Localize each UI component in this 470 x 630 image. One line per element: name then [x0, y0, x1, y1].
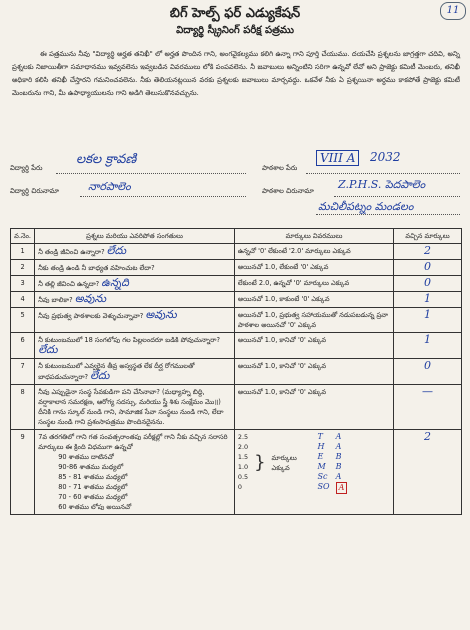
- score-value: 1.0: [237, 463, 249, 471]
- marks-value[interactable]: 2: [394, 430, 462, 515]
- question-text: నీ తండ్రి జీవించి ఉన్నారా?: [38, 248, 105, 256]
- marks-value[interactable]: 2: [394, 244, 462, 260]
- handwritten-answer[interactable]: లేదు: [106, 244, 127, 257]
- subject-letter: E: [317, 452, 324, 461]
- marks-value[interactable]: 0: [394, 260, 462, 276]
- row-number: 6: [11, 333, 35, 359]
- header-conditions: మార్కులు వివరములు: [234, 229, 393, 244]
- score-band-label: 85 - 81 శాతము మధ్యలో: [58, 473, 128, 481]
- marks-value[interactable]: 1: [394, 333, 462, 359]
- row-number: 8: [11, 385, 35, 430]
- score-value: 0.5: [237, 473, 249, 481]
- condition-text: అయినచో 1.0, కానిచో '0' ఎక్కువ: [234, 333, 393, 359]
- mandal-value[interactable]: మచిలీపట్నం మండలం: [318, 200, 414, 213]
- table-row: [11, 385, 462, 430]
- grade-letter: B: [335, 452, 342, 461]
- condition-text: మార్కులు ఎక్కువ: [271, 454, 297, 472]
- class-label: పాఠశాల పేరు: [262, 164, 298, 172]
- score-cell: [234, 430, 393, 515]
- student-name-value[interactable]: లకల క్రావణి: [76, 152, 137, 167]
- row-number: 7: [11, 359, 35, 385]
- grade-letter: B: [335, 462, 342, 471]
- table-row: [11, 276, 462, 292]
- condition-text: అయినచో 1.0, కాకుంటే '0' ఎక్కువ: [234, 292, 393, 308]
- subject-letters: [318, 432, 330, 494]
- question-text: నీకు తండ్రి ఉండి నీ బాధ్యత వహించుట లేదా?: [38, 264, 155, 272]
- score-band-list: [38, 452, 231, 512]
- school-address-line: [334, 196, 460, 197]
- question-text: 7వ తరగతిలో గాని గత సంవత్సరాంతపు పరీక్షల్లో గాని నీకు వచ్చిన సరాసరి మార్కులు ఈ క్రింది విధముగా ఉన్నచో: [38, 433, 228, 451]
- form-subtitle: విద్యార్థి స్క్రీనింగ్ పరీక్ష పత్రము: [176, 25, 294, 36]
- class-value[interactable]: VIII A: [316, 150, 359, 166]
- row-number: 2: [11, 260, 35, 276]
- score-value: 2.0: [237, 443, 249, 451]
- grade-letter: A: [335, 442, 342, 451]
- grade-letter: A: [336, 482, 348, 494]
- marks-value[interactable]: 0: [394, 276, 462, 292]
- name-line: [56, 173, 246, 174]
- question-cell: [35, 244, 235, 260]
- score-band-label: 70 - 60 శాతము మధ్యలో: [58, 493, 128, 501]
- subject-letter: T: [317, 432, 323, 441]
- question-text: నీ కుటుంబములో 18 సంగలోపు గల పిల్లలందరూ బడికి పోవుచున్నారా?: [38, 336, 220, 344]
- student-name-label: విద్యార్థి పేరు: [10, 164, 43, 172]
- question-text: నీవు ప్రభుత్వ పాఠశాలకు వెళ్ళుచున్నావా?: [38, 312, 144, 320]
- score-band-label: 90-86 శాతము మధ్యలో: [58, 463, 124, 471]
- subject-letter: Sc: [317, 472, 328, 481]
- score-band-label: 60 శాతము లోపు అయినచో: [58, 503, 132, 511]
- handwritten-answer[interactable]: లేదు: [38, 343, 58, 356]
- question-cell: [35, 276, 235, 292]
- handwritten-answer[interactable]: అవును: [145, 308, 177, 321]
- table-header-row: [11, 229, 462, 244]
- question-text: నీ తల్లి జీవించి ఉన్నదా?: [38, 280, 100, 288]
- question-text: నీవు ఎప్పుడైనా సంస్థ సేవకుడిగా పని చేసినావా? (మధ్యాహ్న బిద్ది, వర్షాకాలాన సమరక్షణ, ఆరోగ్య సదస్సు, మరియు స్త్రీ శిశు సంక్షేమం మొ॥) దీనికి గాను స్కూల్ నుండి గాని, సామాజిక సేవా సంస్థలు నుండి గాని, లేదా సంస్థల నుండి గాని ప్రశంసాపత్రము పొందినదైనను.: [35, 385, 235, 430]
- question-text: నీవు బాలికా?: [38, 296, 73, 304]
- address-line: [80, 196, 246, 197]
- table-row: [11, 430, 462, 515]
- score-band-label: 90 శాతము దాటినచో: [58, 453, 114, 461]
- screening-table: [10, 228, 462, 515]
- row-number: 9: [11, 430, 35, 515]
- table-row: [11, 308, 462, 333]
- question-cell: [35, 333, 235, 359]
- school-address-value[interactable]: Z.P.H.S. పెదపాలెం: [338, 178, 426, 191]
- address-label: విద్యార్థి చిరునామా: [10, 187, 60, 195]
- table-row: [11, 333, 462, 359]
- class-line: [306, 173, 460, 174]
- header-marks: వచ్చిన మార్కులు: [394, 229, 462, 244]
- row-number: 4: [11, 292, 35, 308]
- question-cell: [35, 292, 235, 308]
- question-text: నీ కుటుంబములో ఎవ్వరైన తీవ్ర అస్వస్థత లేక దీర్ఘ రోగములతో బాధపడుచున్నారా?: [38, 362, 195, 381]
- condition-text: అయినచో 1.0, కానిచో '0' ఎక్కువ: [234, 385, 393, 430]
- question-cell: [35, 430, 235, 515]
- marks-value[interactable]: 0: [394, 359, 462, 385]
- school-address-label: పాఠశాల చిరునామా: [262, 187, 314, 195]
- subject-letter: M: [317, 462, 326, 471]
- grade-letters: [336, 432, 348, 494]
- question-cell: [35, 308, 235, 333]
- subject-letter: H: [317, 442, 325, 451]
- question-cell: [35, 359, 235, 385]
- grade-letter: A: [335, 472, 342, 481]
- condition-text: అయినచో 1.0, లేకుంటే '0' ఎక్కువ: [234, 260, 393, 276]
- address-value[interactable]: నారపాలెం: [88, 180, 131, 193]
- subject-letter: SO: [317, 482, 330, 491]
- table-row: [11, 292, 462, 308]
- brace-glyph: }: [254, 452, 266, 473]
- marks-value[interactable]: 1: [394, 308, 462, 333]
- instructions-paragraph: ఈ పత్రమును నీవు "విద్యార్థి అర్హత తనిఖీ" లో అర్హత పొందిన గాని, అంగవైకల్యము కలిగి ఉన్నా గాని పూర్తి చేయుము. దయచేసి ప్రశ్నలను జాగ్రత్తగా చదివి, అన్ని ప్రశ్నలకు నిజాయితీగా సమాధానము ఇవ్వవలెను ఇవ్వబడిన వివరములు లోకి పంపవలెను. నీ జవాబులు అన్నింటిని సరిగా ఉన్నవో లేవో అని ప్రాజెక్టు కమిటీ మెంబరు, తనిఖీ అధికారి కలిసి తనిఖీ చేస్తారని గమనించవలెను. నీకు తెలియనట్లయిన వరకు ప్రశ్నలకు జవాబులు మార్చవద్దు. ఒకవేళ నీకు ఏ ప్రశ్నయినా అర్థము కాకపోతే ప్రాజెక్టు కమిటీ మెంబరును గాని, మీ ఉపాధ్యాయులను గాని అడిగి తెలుసుకొనవచ్చును.: [12, 50, 460, 97]
- header-question: ప్రశ్నలు మరియు ఎవరిపోత సంగతులు: [35, 229, 235, 244]
- row-number: 5: [11, 308, 35, 333]
- row-number: 1: [11, 244, 35, 260]
- handwritten-answer[interactable]: అవును: [74, 292, 107, 305]
- form-title: బిగ్ హెల్ప్ ఫర్ ఎడ్యుకేషన్: [169, 6, 301, 21]
- marks-value[interactable]: 1: [394, 292, 462, 308]
- condition-text: అయినచో 1.0, కానిచో '0' ఎక్కువ: [234, 359, 393, 385]
- header-serial: వ.నెం.: [11, 229, 35, 244]
- score-value: 2.5: [237, 433, 249, 441]
- question-cell: [35, 260, 235, 276]
- handwritten-answer[interactable]: ఉన్నది: [101, 276, 129, 289]
- table-row: [11, 359, 462, 385]
- grade-letter: A: [335, 432, 342, 441]
- condition-text: అయినచో 1.0, ప్రభుత్వ సహాయముతో నడుపబడున్న ప్రవా పాఠశాల అయినచో '0' ఎక్కువ: [234, 308, 393, 333]
- row-number: 3: [11, 276, 35, 292]
- score-band-label: 80 - 71 శాతము మధ్యలో: [58, 483, 128, 491]
- marks-value[interactable]: —: [394, 385, 462, 430]
- condition-text: ఉన్నచో '0' లేకుంటే '2.0' మార్కులు ఎక్కువ: [234, 244, 393, 260]
- table-row: [11, 244, 462, 260]
- roll-value[interactable]: 2032: [370, 150, 401, 164]
- score-values: [238, 432, 248, 494]
- page-number-mark: 11: [440, 2, 466, 20]
- score-value: 1.5: [237, 453, 249, 461]
- handwritten-answer[interactable]: లేదు: [90, 369, 110, 382]
- table-row: [11, 260, 462, 276]
- score-value: 0: [237, 483, 242, 491]
- condition-text: లేకుంటే 2.0, ఉన్నచో '0' మార్కులు ఎక్కువ: [234, 276, 393, 292]
